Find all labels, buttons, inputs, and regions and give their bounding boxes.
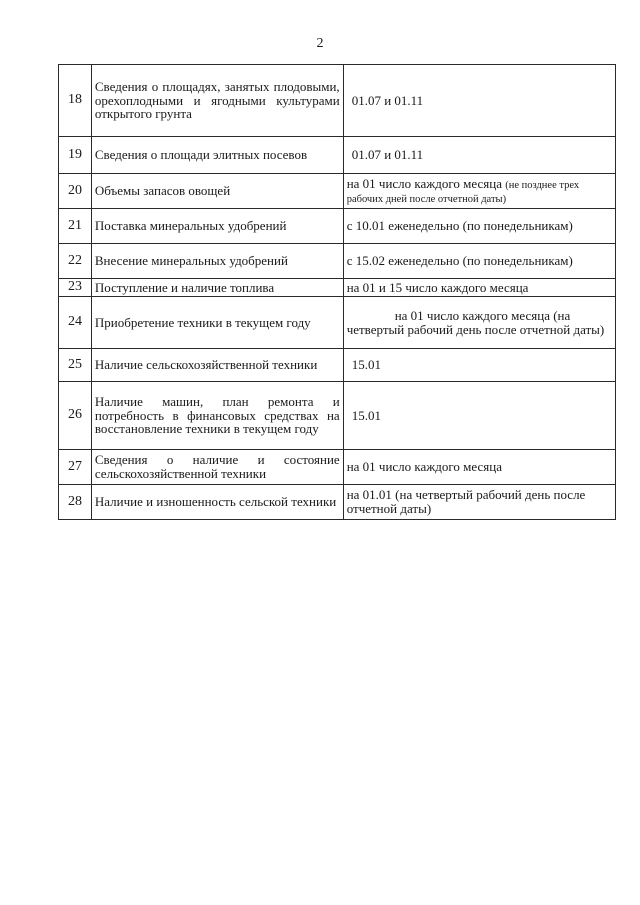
row-number: 21 [59, 209, 92, 244]
term-main-text: на 01 число каждого месяца [346, 175, 502, 191]
report-name: Сведения о наличие и состояние сельскохозяйственной техники [91, 450, 343, 485]
report-term: на 01 число каждого месяца [343, 450, 615, 485]
report-name: Внесение минеральных удобрений [91, 244, 343, 279]
report-name: Объемы запасов овощей [91, 174, 343, 209]
row-number: 22 [59, 244, 92, 279]
report-term: с 10.01 еженедельно (по понедельникам) [343, 209, 615, 244]
report-term: 01.07 и 01.11 [343, 65, 615, 137]
report-term: 01.07 и 01.11 [343, 137, 615, 174]
report-term [343, 174, 615, 209]
row-number: 23 [59, 279, 92, 297]
row-number: 20 [59, 174, 92, 209]
row-number: 26 [59, 382, 92, 450]
page-number: 2 [316, 36, 324, 51]
report-name: Поставка минеральных удобрений [91, 209, 343, 244]
reporting-schedule-table [58, 64, 616, 520]
report-term: 15.01 [343, 349, 615, 382]
table-row [59, 382, 616, 450]
report-name: Наличие машин, план ремонта и потребность в финансовых средствах на восстановление техники в текущем году [91, 382, 343, 450]
row-number: 25 [59, 349, 92, 382]
row-number: 28 [59, 485, 92, 520]
table-row [59, 209, 616, 244]
report-term: с 15.02 еженедельно (по понедельникам) [343, 244, 615, 279]
report-term: на 01.01 (на четвертый рабочий день после отчетной даты) [343, 485, 615, 520]
row-number: 24 [59, 297, 92, 349]
table-row [59, 137, 616, 174]
table-row [59, 485, 616, 520]
table-row [59, 450, 616, 485]
report-term: на 01 число каждого месяца (на четвертый рабочий день после отчетной даты) [343, 297, 615, 349]
report-name: Сведения о площадях, занятых плодовыми, орехоплодными и ягодными культурами открытого грунта [91, 65, 343, 137]
row-number: 18 [59, 65, 92, 137]
table-row [59, 65, 616, 137]
table-row [59, 297, 616, 349]
report-name: Наличие и изношенность сельской техники [91, 485, 343, 520]
report-name: Сведения о площади элитных посевов [91, 137, 343, 174]
term-note-text: (не позднее трех рабочих дней после отчетной даты) [346, 179, 580, 205]
report-term: на 01 и 15 число каждого месяца [343, 279, 615, 297]
table-row [59, 279, 616, 297]
row-number: 19 [59, 137, 92, 174]
report-name: Наличие сельскохозяйственной техники [91, 349, 343, 382]
table-row [59, 349, 616, 382]
report-term: 15.01 [343, 382, 615, 450]
table-row [59, 174, 616, 209]
row-number: 27 [59, 450, 92, 485]
report-name: Поступление и наличие топлива [91, 279, 343, 297]
report-name: Приобретение техники в текущем году [91, 297, 343, 349]
table-row [59, 244, 616, 279]
